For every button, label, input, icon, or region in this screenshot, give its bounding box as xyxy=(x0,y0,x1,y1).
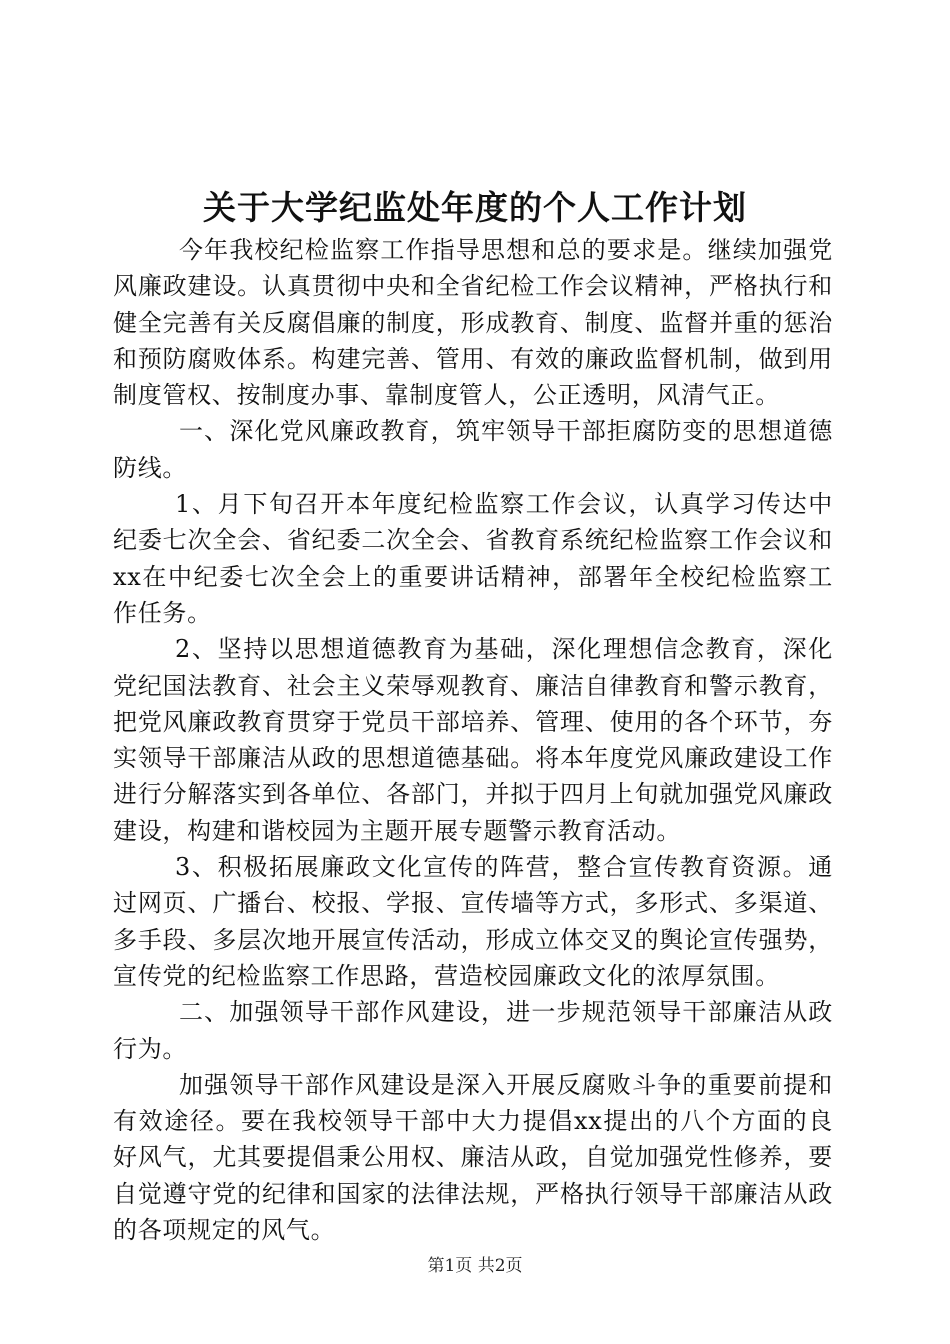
page-number-footer: 第1页 共2页 xyxy=(427,1256,523,1276)
paragraph-item-3: 3、积极拓展廉政文化宣传的阵营，整合宣传教育资源。通过网页、广播台、校报、学报、宣传墙等方式，多形式、多渠道、多手段、多层次地开展宣传活动，形成立体交叉的舆论宣传强势，宣传党的纪检监察工作思路，营造校园廉政文化的浓厚氛围。 xyxy=(113,853,833,990)
paragraph-intro: 今年我校纪检监察工作指导思想和总的要求是。继续加强党风廉政建设。认真贯彻中央和全省纪检工作会议精神，严格执行和健全完善有关反腐倡廉的制度，形成教育、制度、监督并重的惩治和预防腐败体系。构建完善、管用、有效的廉政监督机制，做到用制度管权、按制度办事、靠制度管人，公正透明，风清气正。 xyxy=(113,236,833,410)
paragraph-item-1: 1、月下旬召开本年度纪检监察工作会议，认真学习传达中纪委七次全会、省纪委二次全会、省教育系统纪检监察工作会议和xx在中纪委七次全会上的重要讲话精神，部署年全校纪检监察工作任务。 xyxy=(113,490,833,627)
document-title: 关于大学纪监处年度的个人工作计划 xyxy=(203,188,747,227)
section-heading-1: 一、深化党风廉政教育，筑牢领导干部拒腐防变的思想道德防线。 xyxy=(113,417,833,482)
section-heading-2: 二、加强领导干部作风建设，进一步规范领导干部廉洁从政行为。 xyxy=(113,998,833,1063)
paragraph-item-2: 2、坚持以思想道德教育为基础，深化理想信念教育，深化党纪国法教育、社会主义荣辱观教育、廉洁自律教育和警示教育，把党风廉政教育贯穿于党员干部培养、管理、使用的各个环节，夯实领导干部廉洁从政的思想道德基础。将本年度党风廉政建设工作进行分解落实到各单位、各部门，并拟于四月上旬就加强党风廉政建设，构建和谐校园为主题开展专题警示教育活动。 xyxy=(113,635,833,845)
document-body xyxy=(113,232,833,1248)
paragraph-section-2-body: 加强领导干部作风建设是深入开展反腐败斗争的重要前提和有效途径。要在我校领导干部中大力提倡xx提出的八个方面的良好风气，尤其要提倡秉公用权、廉洁从政，自觉加强党性修养，要自觉遵守党的纪律和国家的法律法规，严格执行领导干部廉洁从政的各项规定的风气。 xyxy=(113,1070,833,1245)
